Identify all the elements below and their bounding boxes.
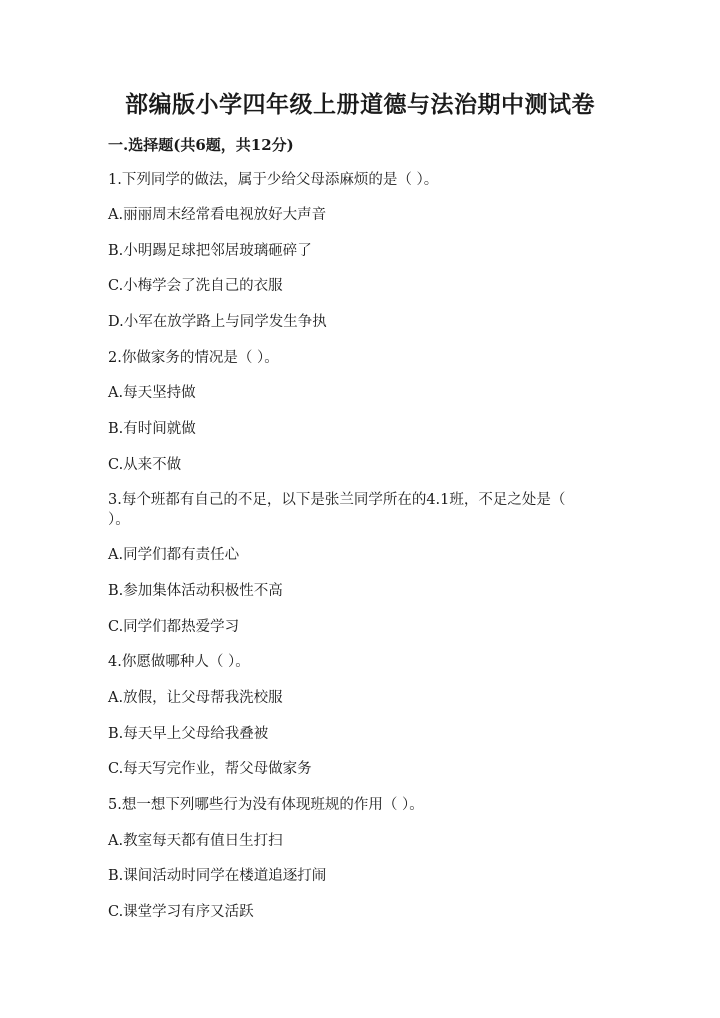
question-1-option-d: D.小军在放学路上与同学发生争执 <box>108 314 327 330</box>
question-1-stem: 1.下列同学的做法，属于少给父母添麻烦的是（ ）。 <box>108 172 439 188</box>
section-heading: 一.选择题(共6题，共12分) <box>108 136 294 154</box>
question-4-option-a: A.放假，让父母帮我洗校服 <box>108 690 283 706</box>
question-4-option-c: C.每天写完作业，帮父母做家务 <box>108 761 312 777</box>
question-1-option-c: C.小梅学会了洗自己的衣服 <box>108 278 283 294</box>
question-1-option-b: B.小明踢足球把邻居玻璃砸碎了 <box>108 243 312 259</box>
question-5-stem: 5.想一想下列哪些行为没有体现班规的作用（ ）。 <box>108 797 424 813</box>
question-2-stem: 2.你做家务的情况是（ ）。 <box>108 350 279 366</box>
question-2-option-c: C.从来不做 <box>108 457 182 473</box>
question-3-option-a: A.同学们都有责任心 <box>108 547 240 563</box>
question-4-option-b: B.每天早上父母给我叠被 <box>108 726 269 742</box>
question-3-option-c: C.同学们都热爱学习 <box>108 619 240 635</box>
question-1-option-a: A.丽丽周末经常看电视放好大声音 <box>108 207 327 223</box>
question-4-stem: 4.你愿做哪种人（ ）。 <box>108 654 250 670</box>
question-5-option-b: B.课间活动时同学在楼道追逐打闹 <box>108 868 327 884</box>
question-2-option-a: A.每天坚持做 <box>108 385 196 401</box>
question-3-option-b: B.参加集体活动积极性不高 <box>108 583 283 599</box>
question-5-option-a: A.教室每天都有值日生打扫 <box>108 833 283 849</box>
question-2-option-b: B.有时间就做 <box>108 421 196 437</box>
page-title: 部编版小学四年级上册道德与法治期中测试卷 <box>125 91 595 118</box>
question-5-option-c: C.课堂学习有序又活跃 <box>108 904 254 920</box>
question-3-stem: 3.每个班都有自己的不足，以下是张兰同学所在的4.1班，不足之处是（ ）。 <box>108 492 566 528</box>
